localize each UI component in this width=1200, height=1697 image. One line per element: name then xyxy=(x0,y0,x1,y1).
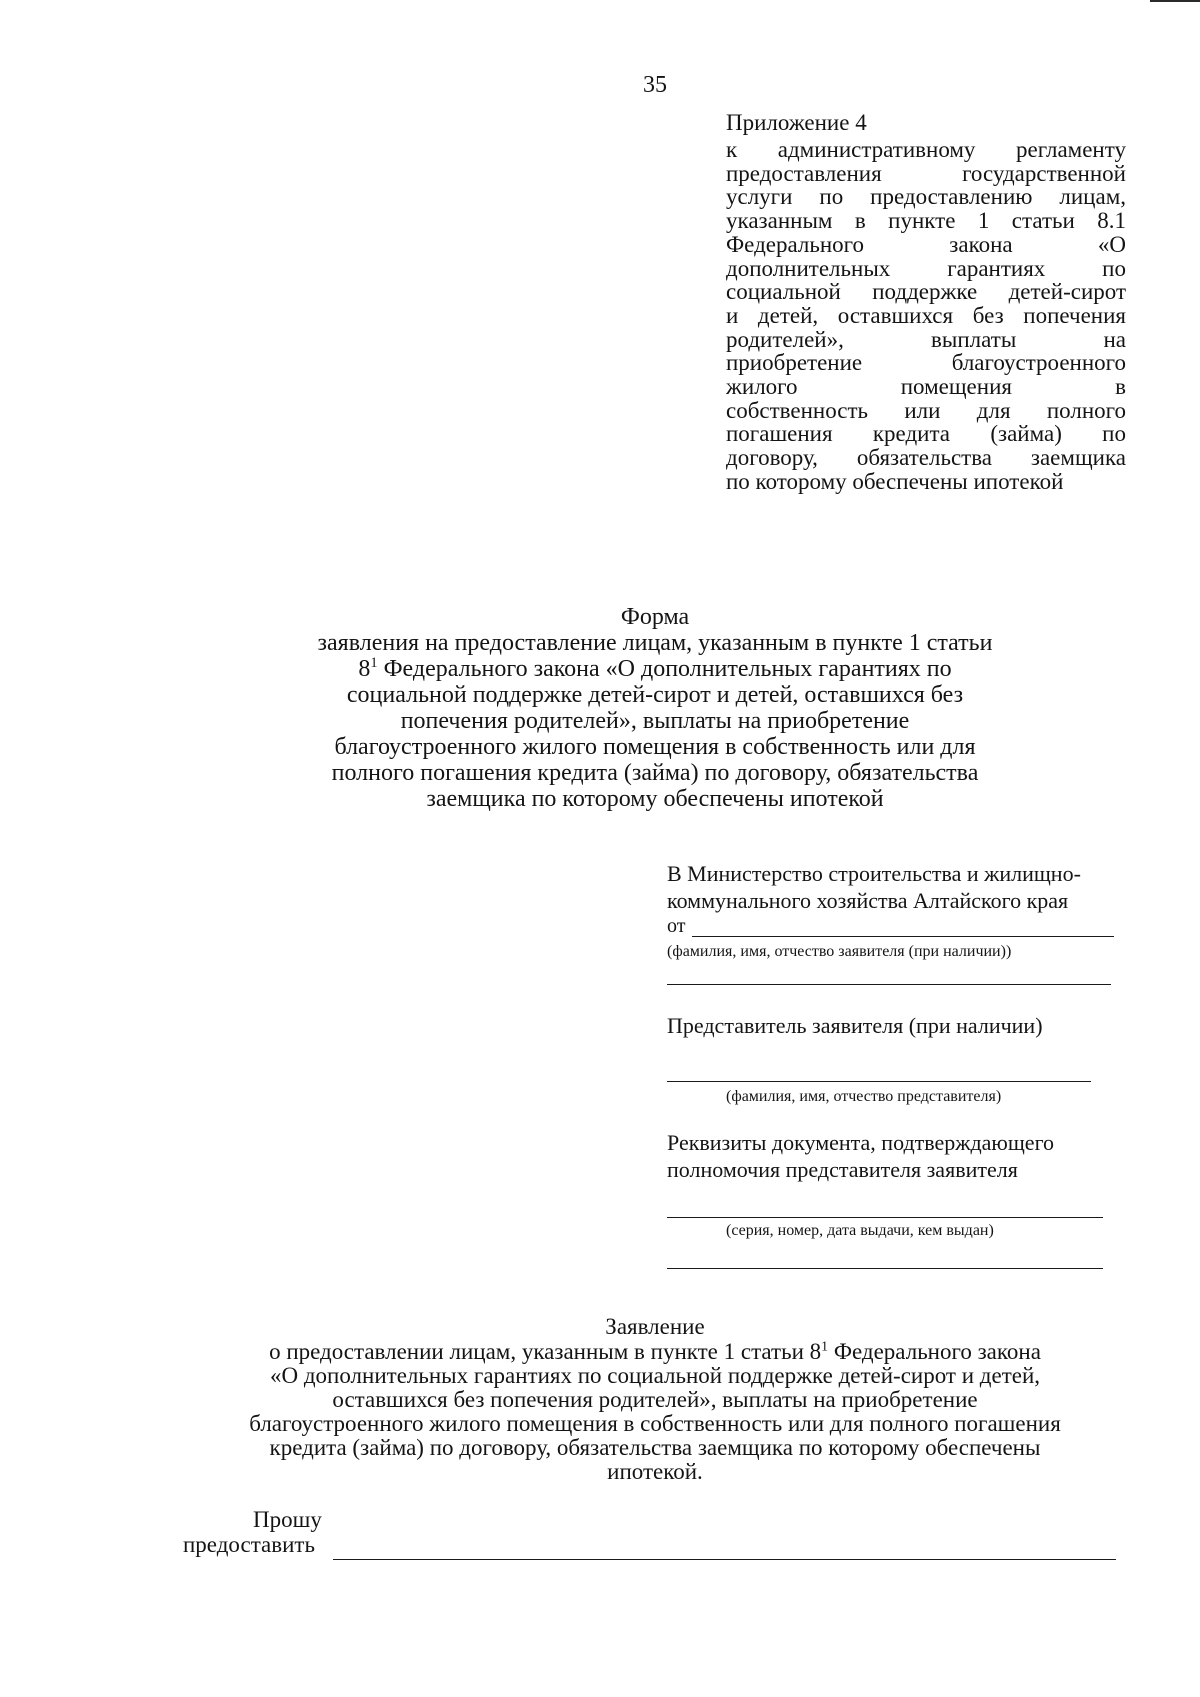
scan-edge-mark xyxy=(1150,0,1200,2)
appendix-line: и детей, оставшихся без попечения xyxy=(726,302,1126,328)
document-label-line: Реквизиты документа, подтверждающего xyxy=(667,1130,1055,1155)
statement-line: оставшихся без попечения родителей», выплаты на приобретение xyxy=(332,1387,978,1412)
applicant-name-field-2[interactable] xyxy=(667,984,1111,985)
superscript: 1 xyxy=(370,655,378,671)
document-label-line: полномочия представителя заявителя xyxy=(667,1157,1018,1182)
statement-line: «О дополнительных гарантиях по социальной поддержке детей-сирот и детей, xyxy=(269,1363,1041,1388)
statement-title: Заявление xyxy=(605,1314,705,1339)
form-title: Форма xyxy=(620,604,690,630)
appendix-line: социальной поддержке детей-сирот xyxy=(726,279,1126,305)
appendix-line: указанным в пункте 1 статьи 8.1 xyxy=(726,208,1126,234)
statement-line: о предоставлении лицам, указанным в пункте 1 статьи $8^1$ Федерального закона xyxy=(269,1338,1041,1364)
document-details-field[interactable] xyxy=(667,1217,1103,1218)
representative-label: Представитель заявителя (при наличии) xyxy=(667,1013,1043,1038)
representative-name-field[interactable] xyxy=(667,1081,1091,1082)
addressee-line: коммунального хозяйства Алтайского края xyxy=(667,888,1069,913)
form-heading-line: благоустроенного жилого помещения в собственность или для xyxy=(334,734,976,760)
appendix-line: собственность или для полного xyxy=(726,397,1126,423)
applicant-name-field[interactable] xyxy=(692,936,1114,937)
appendix-line: приобретение благоустроенного xyxy=(726,350,1126,376)
request-block xyxy=(183,1507,1143,1557)
form-heading-line: заемщика по которому обеспечены ипотекой xyxy=(426,786,884,812)
from-label: от xyxy=(667,915,686,937)
appendix-line: к административному регламенту xyxy=(726,137,1126,162)
form-heading xyxy=(220,604,1090,812)
page-number: 35 xyxy=(643,72,667,98)
request-line: Прошу xyxy=(253,1507,322,1532)
form-heading-line: заявления на предоставление лицам, указанным в пункте 1 статьи xyxy=(317,630,993,656)
form-heading-line: попечения родителей», выплаты на приобретение xyxy=(400,708,910,734)
appendix-line: Федерального закона «О xyxy=(726,231,1126,257)
addressee-line: В Министерство строительства и жилищно- xyxy=(667,861,1081,886)
request-details-field[interactable] xyxy=(333,1559,1116,1560)
form-heading-line: социальной поддержке детей-сирот и детей, оставшихся без xyxy=(346,682,964,708)
appendix-line: жилого помещения в xyxy=(726,374,1126,400)
appendix-block xyxy=(726,110,1126,494)
statement-block xyxy=(160,1314,1150,1484)
document-label xyxy=(667,1129,1137,1183)
representative-caption: (фамилия, имя, отчество представителя) xyxy=(726,1088,1002,1105)
appendix-line: договору, обязательства заемщика xyxy=(726,445,1126,471)
appendix-line: услуги по предоставлению лицам, xyxy=(726,184,1126,210)
statement-line: благоустроенного жилого помещения в собственность или для полного погашения xyxy=(249,1411,1061,1436)
appendix-line: погашения кредита (займа) по xyxy=(726,421,1126,447)
appendix-line: дополнительных гарантиях по xyxy=(726,255,1126,281)
addressee-block xyxy=(667,860,1137,914)
form-heading-line: полного погашения кредита (займа) по договору, обязательства xyxy=(331,760,979,786)
form-heading-line: $8^1$ Федерального закона «О дополнительных гарантиях по xyxy=(358,655,952,682)
document-details-field-2[interactable] xyxy=(667,1268,1103,1269)
document-caption: (серия, номер, дата выдачи, кем выдан) xyxy=(726,1222,994,1239)
statement-line: кредита (займа) по договору, обязательства заемщика по которому обеспечены xyxy=(269,1435,1041,1460)
appendix-title: Приложение 4 xyxy=(726,110,867,135)
appendix-line: предоставления государственной xyxy=(726,160,1126,186)
superscript: 1 xyxy=(821,1338,829,1354)
statement-line: ипотекой. xyxy=(607,1459,703,1484)
appendix-line: по которому обеспечены ипотекой xyxy=(726,468,1064,494)
appendix-line: родителей», выплаты на xyxy=(726,326,1126,352)
request-line: предоставить xyxy=(183,1532,315,1557)
applicant-caption: (фамилия, имя, отчество заявителя (при наличии)) xyxy=(667,943,1012,960)
